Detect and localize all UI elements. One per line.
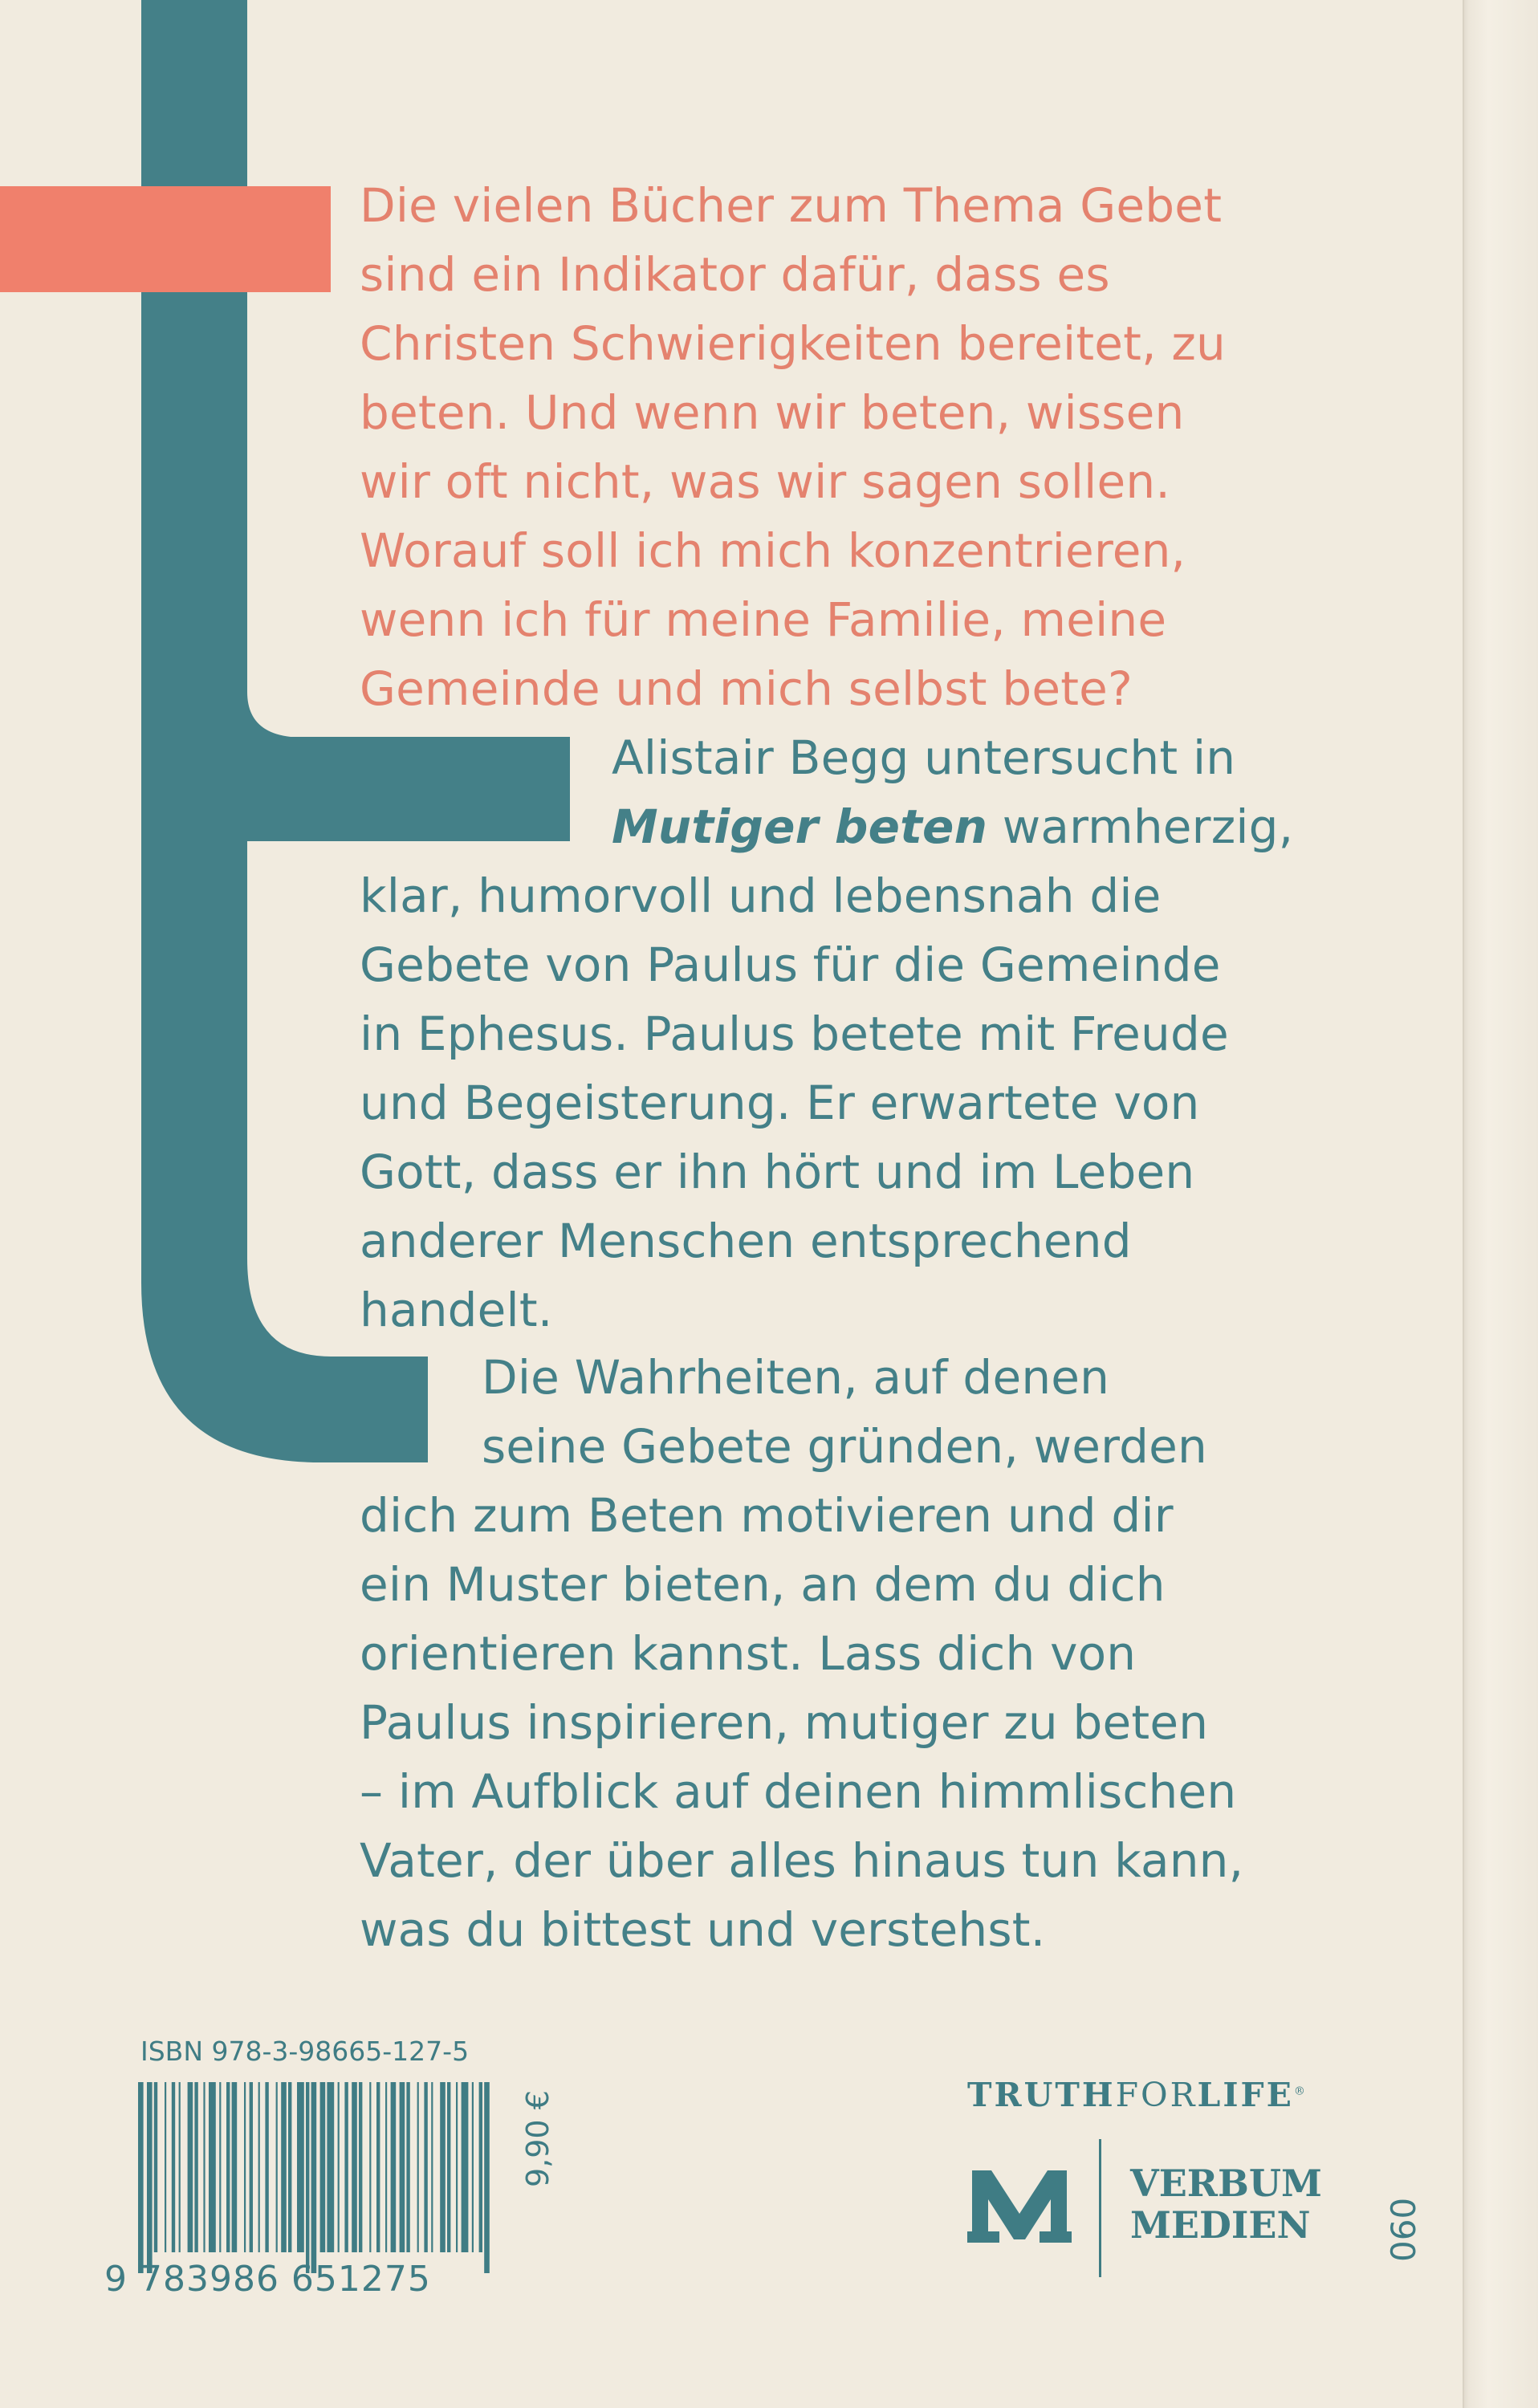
barcode-bar [424,2082,427,2252]
barcode-bar [154,2082,157,2252]
barcode-bar [232,2082,238,2252]
intro-paragraph [360,171,1226,723]
barcode-bar [400,2082,405,2252]
closing-line: orientieren kannst. Lass dich von [360,1626,1137,1681]
barcode-bar [417,2082,419,2252]
barcode-digits: 9 783986 651275 [104,2259,431,2300]
barcode-bar [472,2082,474,2252]
barcode-bar [179,2082,181,2252]
price-label: 9,90 € [520,2090,555,2187]
closing-line: was du bittest und verstehst. [360,1902,1046,1957]
truth-for-life-logo [967,2076,1305,2114]
barcode-bar [447,2082,450,2252]
barcode-bar [311,2082,317,2273]
barcode-bar [462,2082,469,2252]
verbum-medien-monogram-icon [967,2167,1072,2247]
description-line-with-title [612,792,1293,861]
medien-word: MEDIEN [1130,2203,1311,2247]
barcode-bar [288,2082,291,2252]
description-line: anderer Menschen entsprechend [360,1214,1132,1268]
barcode-bar [344,2082,348,2252]
barcode-bar [203,2082,205,2252]
barcode-bar [327,2082,334,2252]
barcode-bar [281,2082,287,2252]
tfl-word-life: LIFE [1197,2076,1294,2114]
intro-line: wenn ich für meine Familie, meine [360,592,1167,647]
barcode-bar [265,2082,268,2252]
closing-line: Paulus inspirieren, mutiger zu beten [360,1695,1209,1750]
barcode-bar [391,2082,397,2252]
description-line: Alistair Begg untersucht in [612,730,1236,785]
barcode-bar [376,2082,380,2252]
intro-line: Christen Schwierigkeiten bereitet, zu [360,316,1226,371]
tfl-word-for: FOR [1115,2076,1198,2114]
barcode-bar [479,2082,482,2252]
barcode-bar [320,2082,326,2252]
closing-paragraph-head [482,1343,1207,1481]
barcode [138,2082,491,2273]
intro-line: Die vielen Bücher zum Thema Gebet [360,178,1223,233]
barcode-bar [352,2082,357,2252]
description-paragraph-head [612,723,1293,861]
closing-line: Vater, der über alles hinaus tun kann, [360,1833,1244,1888]
intro-line: sind ein Indikator dafür, dass es [360,247,1110,302]
closing-line: ein Muster bieten, an dem du dich [360,1557,1166,1612]
barcode-bar [440,2082,446,2252]
salmon-accent-bar [0,186,331,292]
barcode-bar [456,2082,458,2252]
barcode-bar [385,2082,387,2252]
barcode-bar [250,2082,253,2252]
barcode-bar [306,2082,309,2273]
description-line: Gott, dass er ihn hört und im Leben [360,1145,1195,1199]
tfl-word-truth: TRUTH [967,2076,1116,2114]
barcode-bar [194,2082,197,2252]
barcode-bar [338,2082,340,2252]
closing-line: Die Wahrheiten, auf denen [482,1350,1110,1405]
barcode-bar [188,2082,193,2252]
barcode-bar [431,2082,433,2252]
barcode-bar [209,2082,216,2252]
description-line: Gebete von Paulus für die Gemeinde [360,938,1221,992]
closing-line: dich zum Beten motivieren und dir [360,1488,1174,1543]
book-spine-edge [1463,0,1538,2408]
description-line: klar, humorvoll und lebensnah die [360,868,1162,923]
barcode-bar [276,2082,278,2252]
barcode-bar [244,2082,246,2252]
verbum-word: VERBUM [1130,2162,1322,2205]
barcode-bar [147,2082,153,2273]
intro-line: Worauf soll ich mich konzentrieren, [360,523,1186,578]
closing-line: seine Gebete gründen, werden [482,1419,1208,1474]
description-line: handelt. [360,1283,553,1337]
description-line-rest: warmherzig, [987,799,1294,854]
intro-line: wir oft nicht, was wir sagen sollen. [360,454,1170,509]
barcode-bar [406,2082,409,2252]
product-code: 060 [1384,2197,1423,2262]
barcode-bar [297,2082,304,2252]
description-line: und Begeisterung. Er erwartete von [360,1076,1200,1130]
isbn-label: ISBN 978-3-98665-127-5 [140,2036,470,2067]
book-title: Mutiger beten [612,799,988,854]
verbum-medien-wordmark [1130,2162,1322,2246]
barcode-bar [484,2082,490,2273]
description-paragraph [360,861,1229,1344]
barcode-bar [359,2082,362,2252]
barcode-bar [226,2082,230,2252]
intro-line: Gemeinde und mich selbst bete? [360,661,1133,716]
intro-line: beten. Und wenn wir beten, wissen [360,385,1185,440]
barcode-bar [172,2082,175,2252]
registered-mark: ® [1293,2085,1305,2098]
barcode-bar [165,2082,166,2252]
description-line: in Ephesus. Paulus betete mit Freude [360,1007,1229,1061]
barcode-bar [219,2082,221,2252]
barcode-bar [138,2082,144,2273]
closing-paragraph [360,1481,1243,1964]
publisher-divider [1099,2139,1101,2277]
barcode-bar [369,2082,371,2252]
barcode-bar [258,2082,260,2252]
closing-line: – im Aufblick auf deinen himmlischen [360,1764,1237,1819]
